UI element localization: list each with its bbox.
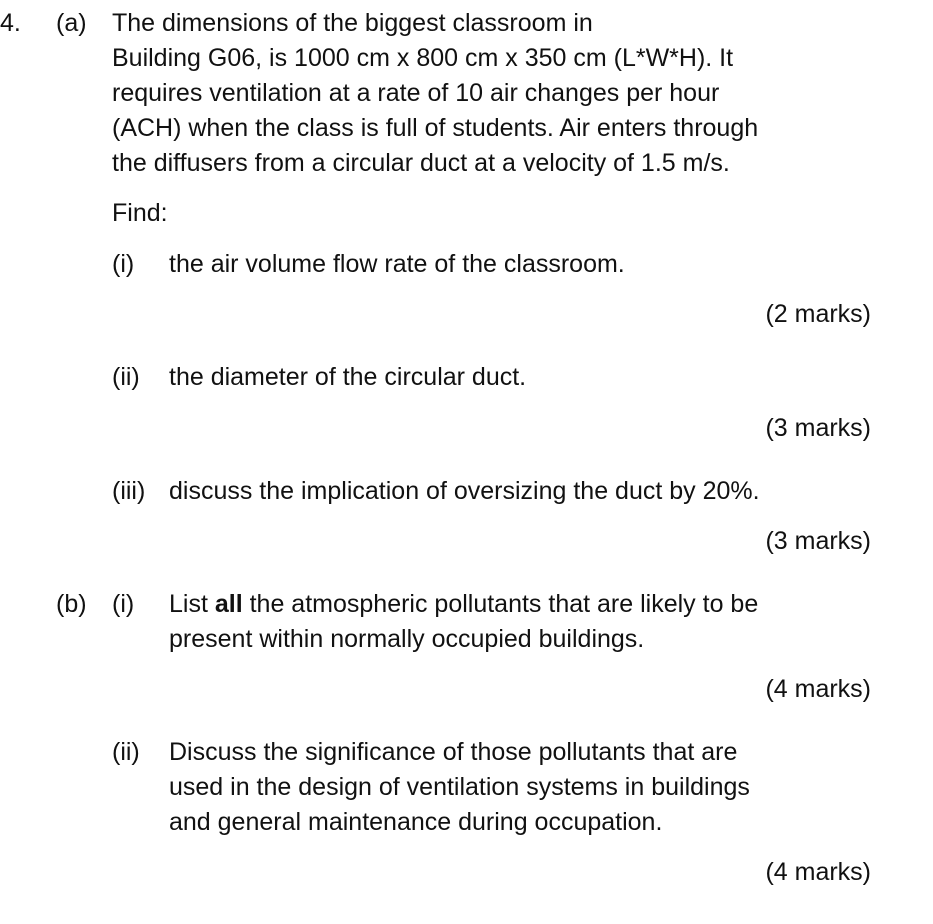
part-a-intro-line: Building G06, is 1000 cm x 800 cm x 350 cm (L*W*H). It xyxy=(112,44,734,72)
part-a-intro xyxy=(112,6,758,181)
part-b-item-label: (i) xyxy=(112,590,135,618)
marks-label: (3 marks) xyxy=(765,414,871,442)
part-a-label: (a) xyxy=(56,9,87,37)
marks-label: (2 marks) xyxy=(765,300,871,328)
part-a-item-label: (ii) xyxy=(112,363,140,391)
part-a-intro-line: requires ventilation at a rate of 10 air changes per hour xyxy=(112,79,720,107)
part-b-item-text xyxy=(169,587,758,657)
part-a-intro-line: the diffusers from a circular duct at a velocity of 1.5 m/s. xyxy=(112,149,730,177)
part-b-item-line: Discuss the significance of those pollutants that are xyxy=(169,738,738,766)
part-a-item-text: the diameter of the circular duct. xyxy=(169,363,527,391)
part-b-item-line: List all the atmospheric pollutants that are likely to be xyxy=(169,590,759,618)
part-b-item-label: (ii) xyxy=(112,738,140,766)
find-label: Find: xyxy=(112,199,168,227)
part-a-item-label: (i) xyxy=(112,250,135,278)
marks-label: (4 marks) xyxy=(765,858,871,886)
part-b-item-line: and general maintenance during occupation. xyxy=(169,808,663,836)
part-a-item-label: (iii) xyxy=(112,477,146,505)
part-b-item-text xyxy=(169,735,750,840)
part-b-item-line: used in the design of ventilation systems in buildings xyxy=(169,773,750,801)
part-a-intro-line: The dimensions of the biggest classroom in xyxy=(112,9,593,37)
part-a-intro-line: (ACH) when the class is full of students. Air enters through xyxy=(112,114,759,142)
emphasis-all: all xyxy=(214,590,243,618)
part-b-label: (b) xyxy=(56,590,87,618)
part-a-item-text: the air volume flow rate of the classroom. xyxy=(169,250,625,278)
part-b-item-line: present within normally occupied buildings. xyxy=(169,625,645,653)
part-a-item-text: discuss the implication of oversizing the duct by 20%. xyxy=(169,477,760,505)
marks-label: (3 marks) xyxy=(765,527,871,555)
marks-label: (4 marks) xyxy=(765,675,871,703)
question-number: 4. xyxy=(0,9,21,37)
